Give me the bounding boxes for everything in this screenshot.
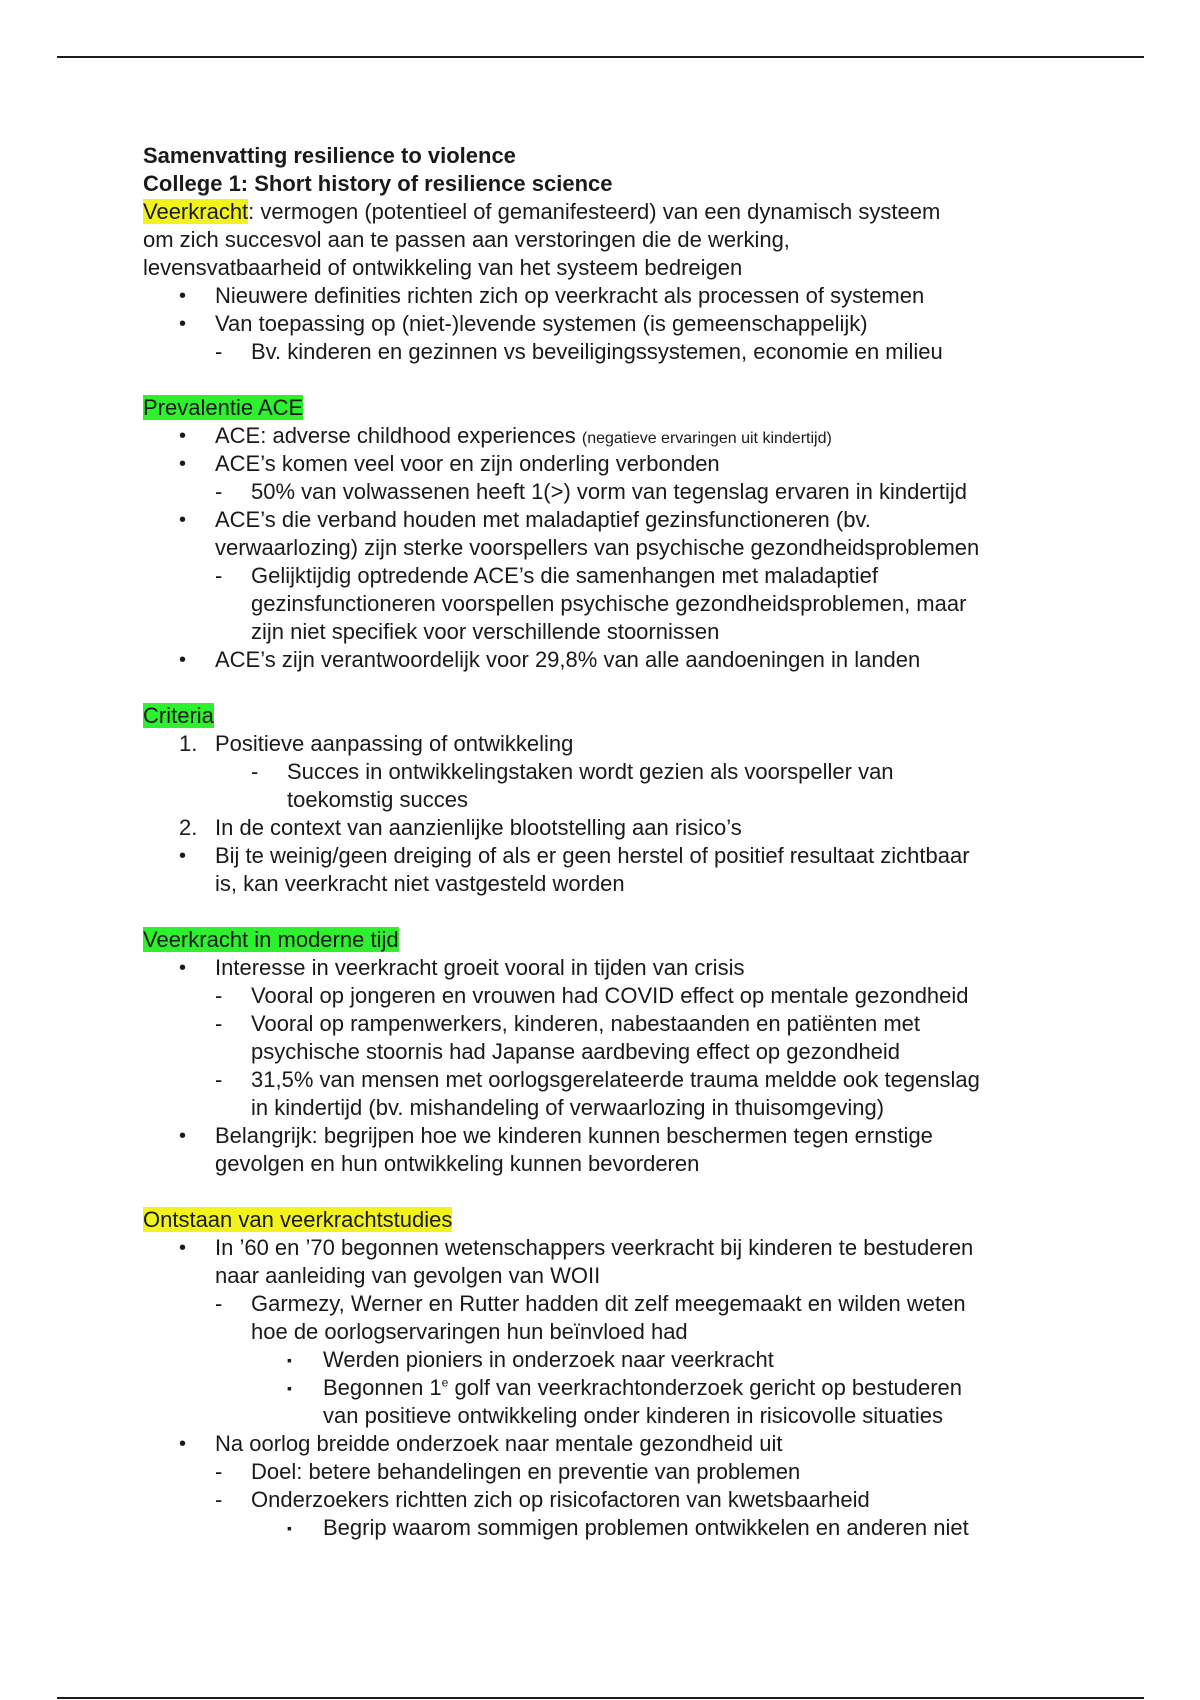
list-item: • Na oorlog breidde onderzoek naar mentale gezondheid uit <box>179 1431 783 1456</box>
top-rule <box>57 56 1144 58</box>
list-item: • Belangrijk: begrijpen hoe we kinderen kunnen beschermen tegen ernstige <box>179 1123 933 1148</box>
section-heading: Prevalentie ACE <box>143 395 304 420</box>
list-item-continuation: in kindertijd (bv. mishandeling of verwaarlozing in thuisomgeving) <box>251 1095 885 1120</box>
list-item-continuation: gevolgen en hun ontwikkeling kunnen bevorderen <box>215 1151 700 1176</box>
bottom-rule <box>57 1697 1144 1699</box>
list-item: ▪ Begonnen 1e golf van veerkrachtonderzoek gericht op bestuderen <box>287 1375 963 1400</box>
list-item-continuation: hoe de oorlogservaringen hun beïnvloed had <box>251 1319 688 1344</box>
list-item: - Garmezy, Werner en Rutter hadden dit zelf meegemaakt en wilden weten <box>215 1291 966 1316</box>
list-item: - Gelijktijdig optredende ACE’s die samenhangen met maladaptief <box>215 563 878 588</box>
list-item: • Van toepassing op (niet-)levende systemen (is gemeenschappelijk) <box>179 311 868 336</box>
list-item: • ACE’s die verband houden met maladaptief gezinsfunctioneren (bv. <box>179 507 871 532</box>
list-item: • Interesse in veerkracht groeit vooral in tijden van crisis <box>179 955 745 980</box>
list-item: - 31,5% van mensen met oorlogsgerelateerde trauma meldde ook tegenslag <box>215 1067 980 1092</box>
term-veerkracht: Veerkracht <box>143 199 249 224</box>
document-title: Samenvatting resilience to violence <box>143 143 516 168</box>
list-item-continuation: gezinsfunctioneren voorspellen psychische gezondheidsproblemen, maar <box>251 591 967 616</box>
list-item: ▪ Begrip waarom sommigen problemen ontwikkelen en anderen niet <box>287 1515 969 1540</box>
definition-line: levensvatbaarheid of ontwikkeling van het systeem bedreigen <box>143 255 743 280</box>
document-subtitle: College 1: Short history of resilience science <box>143 171 613 196</box>
list-item: • ACE: adverse childhood experiences (negatieve ervaringen uit kindertijd) <box>179 423 832 448</box>
list-item-continuation: is, kan veerkracht niet vastgesteld worden <box>215 871 625 896</box>
definition-line: om zich succesvol aan te passen aan verstoringen die de werking, <box>143 227 790 252</box>
list-item: • ACE’s komen veel voor en zijn onderling verbonden <box>179 451 720 476</box>
list-item-continuation: verwaarlozing) zijn sterke voorspellers van psychische gezondheidsproblemen <box>215 535 980 560</box>
definition-line: Veerkracht: vermogen (potentieel of gemanifesteerd) van een dynamisch systeem <box>143 199 941 224</box>
list-item: - Doel: betere behandelingen en preventie van problemen <box>215 1459 801 1484</box>
list-item: - 50% van volwassenen heeft 1(>) vorm van tegenslag ervaren in kindertijd <box>215 479 968 504</box>
section-heading: Ontstaan van veerkrachtstudies <box>143 1207 453 1232</box>
list-item: • In ’60 en ’70 begonnen wetenschappers veerkracht bij kinderen te bestuderen <box>179 1235 974 1260</box>
list-item: - Vooral op rampenwerkers, kinderen, nabestaanden en patiënten met <box>215 1011 920 1036</box>
document-body <box>143 142 1083 1542</box>
list-item: - Succes in ontwikkelingstaken wordt gezien als voorspeller van <box>251 759 894 784</box>
list-item-continuation: toekomstig succes <box>287 787 468 812</box>
list-item: • ACE’s zijn verantwoordelijk voor 29,8% van alle aandoeningen in landen <box>179 647 921 672</box>
list-item-continuation: psychische stoornis had Japanse aardbeving effect op gezondheid <box>251 1039 901 1064</box>
list-item-continuation: zijn niet specifiek voor verschillende stoornissen <box>251 619 720 644</box>
list-item-continuation: van positieve ontwikkeling onder kinderen in risicovolle situaties <box>323 1403 943 1428</box>
list-item: - Onderzoekers richtten zich op risicofactoren van kwetsbaarheid <box>215 1487 870 1512</box>
list-item: ▪ Werden pioniers in onderzoek naar veerkracht <box>287 1347 774 1372</box>
list-item: - Bv. kinderen en gezinnen vs beveiligingssystemen, economie en milieu <box>215 339 943 364</box>
section-heading: Criteria <box>143 703 214 728</box>
list-item: - Vooral op jongeren en vrouwen had COVID effect op mentale gezondheid <box>215 983 969 1008</box>
section-heading: Veerkracht in moderne tijd <box>143 927 399 952</box>
list-item: 2. In de context van aanzienlijke blootstelling aan risico’s <box>179 815 742 840</box>
list-item-continuation: naar aanleiding van gevolgen van WOII <box>215 1263 601 1288</box>
list-item: • Bij te weinig/geen dreiging of als er geen herstel of positief resultaat zichtbaar <box>179 843 970 868</box>
list-item: • Nieuwere definities richten zich op veerkracht als processen of systemen <box>179 283 925 308</box>
list-item: 1. Positieve aanpassing of ontwikkeling <box>179 731 574 756</box>
